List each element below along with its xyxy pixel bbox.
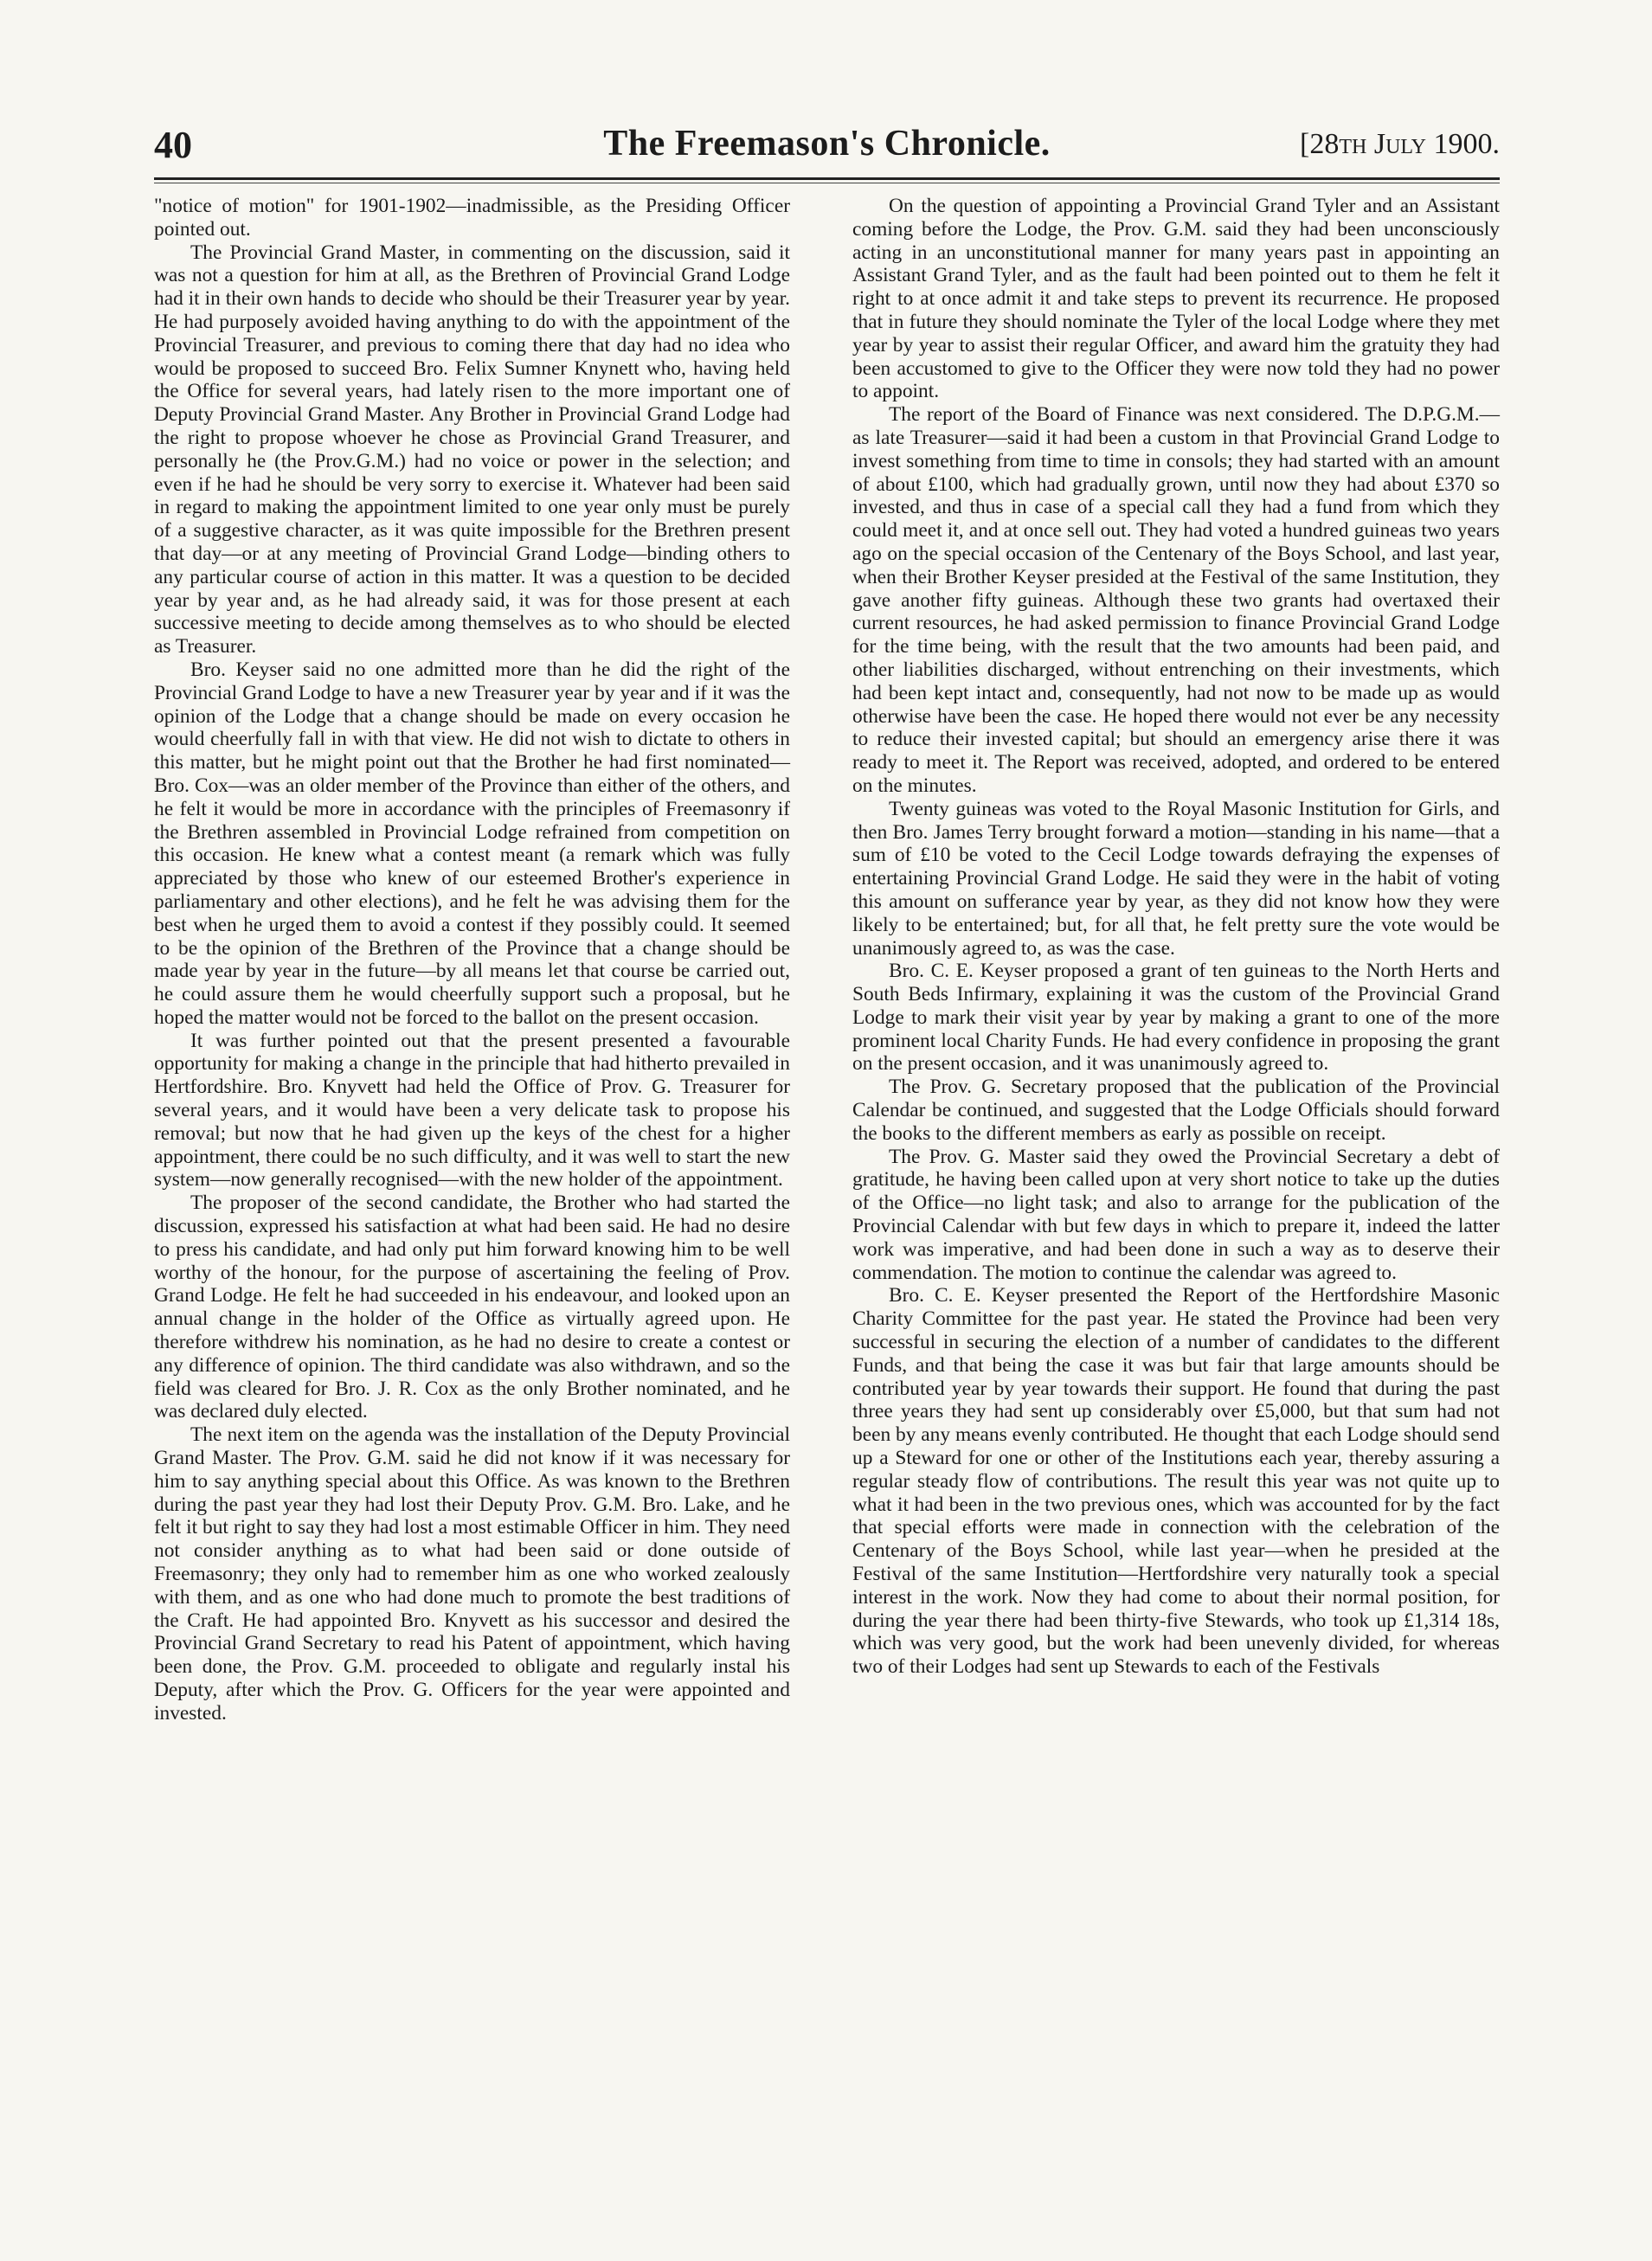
header-rule [154,177,1500,180]
paragraph: Bro. C. E. Keyser presented the Report of the Hertfordshire Masonic Charity Committee for the past year. He stated the Province had been very successful in securing the election of a number of candidates to the different Funds, and that being the case it was but fair that large amounts should be contributed year by year towards their support. He found that during the past three years they had sent up considerably over £5,000, but that sum had not been by any means evenly contributed. He thought that each Lodge should send up a Steward for one or other of the Institutions each year, thereby assuring a regular steady flow of contributions. The result this year was not quite up to what it had been in the two previous ones, which was accounted for by the fact that special efforts were made in connection with the celebration of the Centenary of the Boys School, while last year—when he presided at the Festival of the same Institution—Hertfordshire very naturally took a special interest in the work. Now they had come to about their normal position, for during the year there had been thirty-five Stewards, who took up £1,314 18s, which was very good, but the work had been unevenly divided, for whereas two of their Lodges had sent up Stewards to each of the Festivals [852,1284,1500,1679]
paragraph: The Provincial Grand Master, in commenting on the discussion, said it was not a question for him at all, as the Brethren of Provincial Grand Lodge had it in their own hands to decide who should be their Treasurer year by year. He had purposely avoided having anything to do with the appointment of the Provincial Treasurer, and previous to coming there that day had no idea who would be proposed to succeed Bro. Felix Sumner Knynett who, having held the Office for several years, had lately risen to the more important one of Deputy Provincial Grand Master. Any Brother in Provincial Grand Lodge had the right to propose whoever he chose as Provincial Grand Treasurer, and personally he (the Prov.G.M.) had no voice or power in the selection; and even if he had he should be very sorry to exercise it. Whatever had been said in regard to making the appointment limited to one year only must be purely of a suggestive character, as it was quite impossible for the Brethren present that day—or at any meeting of Provincial Grand Lodge—binding others to any particular course of action in this matter. It was a question to be decided year by year and, as he had already said, it was for those present at each successive meeting to decide among themselves as to who should be elected as Treasurer. [154,241,790,658]
masthead [154,123,1500,175]
paragraph: The Prov. G. Secretary proposed that the publication of the Provincial Calendar be continued, and suggested that the Lodge Officials should forward the books to the different members as early as possible on receipt. [852,1076,1500,1145]
publication-title: The Freemason's Chronicle. [603,124,1051,164]
issue-date: [28th July 1900. [1300,128,1500,160]
paragraph: The proposer of the second candidate, the Brother who had started the discussion, expressed his satisfaction at what had been said. He had no desire to press his candidate, and had only put him forward knowing him to be well worthy of the honour, for the purpose of ascertaining the feeling of Prov. Grand Lodge. He felt he had succeeded in his endeavour, and looked upon an annual change in the holder of the Office as virtually agreed upon. He therefore withdrew his nomination, as he had no desire to create a contest or any difference of opinion. The third candidate was also withdrawn, and so the field was cleared for Bro. J. R. Cox as the only Brother nominated, and he was declared duly elected. [154,1192,790,1423]
paragraph: On the question of appointing a Provincial Grand Tyler and an Assistant coming before the Lodge, the Prov. G.M. said they had been unconsciously acting in an unconstitutional manner for many years past in appointing an Assistant Grand Tyler, and as the fault had been pointed out to them he felt it right to at once admit it and take steps to prevent its recurrence. He proposed that in future they should nominate the Tyler of the local Lodge where they met year by year to assist their regular Officer, and award him the gratuity they had been accustomed to give to the Officer they were now told they had no power to appoint. [852,195,1500,403]
page-number: 40 [154,124,192,166]
paragraph: The Prov. G. Master said they owed the Provincial Secretary a debt of gratitude, he having been called upon at very short notice to take up the duties of the Office—no light task; and also to arrange for the publication of the Provincial Calendar with but few days in which to prepare it, indeed the latter work was imperative, and had been done in such a way as to deserve their commendation. The motion to continue the calendar was agreed to. [852,1145,1500,1284]
right-column [852,195,1500,1679]
paragraph: It was further pointed out that the present presented a favourable opportunity for making a change in the principle that had hitherto prevailed in Hertfordshire. Bro. Knyvett had held the Office of Prov. G. Treasurer for several years, and it would have been a very delicate task to propose his removal; but now that he had given up the keys of the chest for a higher appointment, there could be no such difficulty, and it was well to start the new system—now generally recognised—with the new holder of the appointment. [154,1029,790,1192]
left-column [154,195,790,1725]
paragraph: The report of the Board of Finance was next considered. The D.P.G.M.—as late Treasurer—said it had been a custom in that Provincial Grand Lodge to invest something from time to time in consols; they had started with an amount of about £100, which had gradually grown, until now they had about £370 so invested, and thus in case of a special call they had a fund from which they could meet it, and at once sell out. They had voted a hundred guineas two years ago on the special occasion of the Centenary of the Boys School, and last year, when their Brother Keyser presided at the Festival of the same Institution, they gave another fifty guineas. Although these two grants had overtaxed their current resources, he had asked permission to finance Provincial Grand Lodge for the time being, with the result that the two amounts had been paid, and other liabilities discharged, without entrenching on their investments, which had been kept intact and, consequently, had not now to be made up as would otherwise have been the case. He hoped there would not ever be any necessity to reduce their invested capital; but should an emergency arise there it was ready to meet it. The Report was received, adopted, and ordered to be entered on the minutes. [852,403,1500,797]
paragraph: Bro. Keyser said no one admitted more than he did the right of the Provincial Grand Lodge to have a new Treasurer year by year and if it was the opinion of the Lodge that a change should be made on every occasion he would cheerfully fall in with that view. He did not wish to dictate to others in this matter, but he might point out that the Brother he had first nominated—Bro. Cox—was an older member of the Province than either of the others, and he felt it would be more in accordance with the principles of Freemasonry if the Brethren assembled in Provincial Lodge refrained from competition on this occasion. He knew what a contest meant (a remark which was fully appreciated by those who knew of our esteemed Brother's experience in parliamentary and other elections), and he felt he was advising them for the best when he urged them to avoid a contest if they possibly could. It seemed to be the opinion of the Brethren of the Province that a change should be made year by year in the future—by all means let that course be carried out, he could assure them he would cheerfully support such a proposal, but he hoped the matter would not be forced to the ballot on the present occasion. [154,658,790,1029]
paragraph: Twenty guineas was voted to the Royal Masonic Institution for Girls, and then Bro. James Terry brought forward a motion—standing in his name—that a sum of £10 be voted to the Cecil Lodge towards defraying the expenses of entertaining Provincial Grand Lodge. He said they were in the habit of voting this amount on sufferance year by year, as they did not know how they were likely to be entertained; but, for all that, he felt pretty sure the vote would be unanimously agreed to, as was the case. [852,797,1500,960]
paragraph: "notice of motion" for 1901-1902—inadmissible, as the Presiding Officer pointed out. [154,195,790,241]
paragraph: Bro. C. E. Keyser proposed a grant of ten guineas to the North Herts and South Beds Infirmary, explaining it was the custom of the Provincial Grand Lodge to mark their visit year by year by making a grant to one of the more prominent local Charity Funds. He had every confidence in proposing the grant on the present occasion, and it was unanimously agreed to. [852,960,1500,1076]
paragraph: The next item on the agenda was the installation of the Deputy Provincial Grand Master. The Prov. G.M. said he did not know if it was necessary for him to say anything special about this Office. As was known to the Brethren during the past year they had lost their Deputy Prov. G.M. Bro. Lake, and he felt it but right to say they had lost a most estimable Officer in him. They need not consider anything as to what had been said or done outside of Freemasonry; they only had to remember him as one who worked zealously with them, and as one who had done much to promote the best traditions of the Craft. He had appointed Bro. Knyvett as his successor and desired the Provincial Grand Secretary to read his Patent of appointment, which having been done, the Prov. G.M. proceeded to obligate and regularly instal his Deputy, after which the Prov. G. Officers for the year were appointed and invested. [154,1423,790,1725]
